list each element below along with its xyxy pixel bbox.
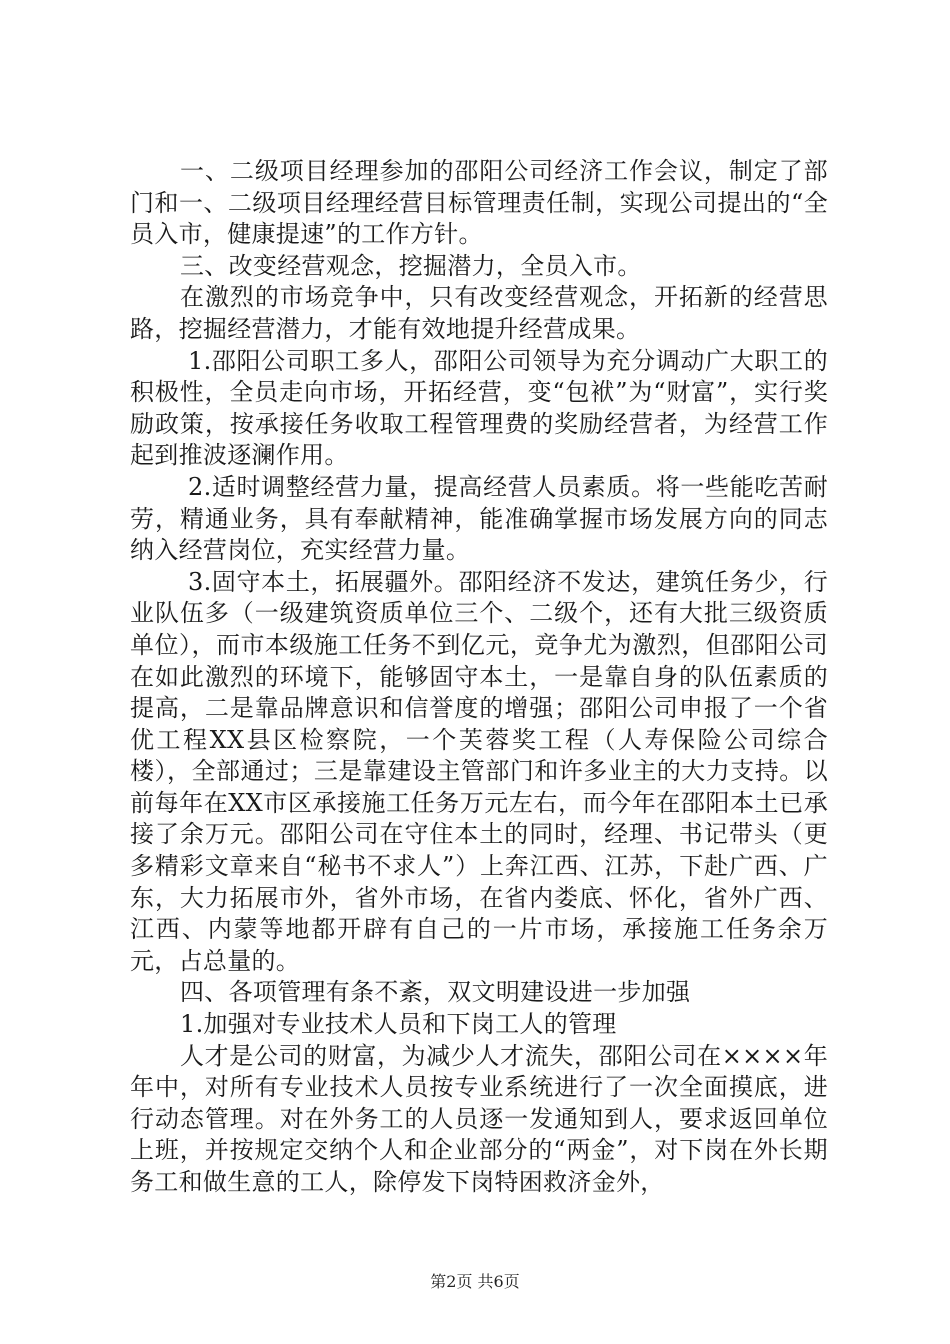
numbered-paragraph: 3.固守本土，拓展疆外。邵阳经济不发达，建筑任务少，行业队伍多（一级建筑资质单位三个、二级个，还有大批三级资质单位），而市本级施工任务不到亿元，竞争尤为激烈，但邵阳公司在如此激烈的环境下，能够固守本土，一是靠自身的队伍素质的提高，二是靠品牌意识和信誉度的增强；邵阳公司申报了一个省优工程XX县区检察院，一个芙蓉奖工程（人寿保险公司综合楼），全部通过；三是靠建设主管部门和许多业主的大力支持。以前每年在XX市区承接施工任务万元左右，而今年在邵阳本土已承接了余万元。邵阳公司在守住本土的同时，经理、书记带头（更多精彩文章来自“秘书不求人”）上奔江西、江苏，下赴广西、广东，大力拓展市外，省外市场，在省内娄底、怀化，省外广西、江西、内蒙等地都开辟有自己的一片市场，承接施工任务余万元，占总量的。: [130, 567, 828, 975]
numbered-paragraph: 2.适时调整经营力量，提高经营人员素质。将一些能吃苦耐劳，精通业务，具有奉献精神，能准确掌握市场发展方向的同志纳入经营岗位，充实经营力量。: [130, 472, 828, 565]
paragraph: 一、二级项目经理参加的邵阳公司经济工作会议，制定了部门和一、二级项目经理经营目标管理责任制，实现公司提出的“全员入市，健康提速”的工作方针。: [130, 157, 828, 249]
section-heading: 三、改变经营观念，挖掘潜力，全员入市。: [180, 251, 642, 280]
section-heading: 四、各项管理有条不紊，双文明建设进一步加强: [180, 978, 691, 1007]
paragraph: 人才是公司的财富，为减少人才流失，邵阳公司在××××年年中，对所有专业技术人员按专业系统进行了一次全面摸底，进行动态管理。对在外务工的人员逐一发通知到人，要求返回单位上班，并按规定交纳个人和企业部分的“两金”，对下岗在外长期务工和做生意的工人，除停发下岗特困救济金外，: [130, 1041, 828, 1196]
page-footer: 第2页 共6页: [430, 1272, 520, 1291]
document-body: [130, 156, 828, 1199]
paragraph: 在激烈的市场竞争中，只有改变经营观念，开拓新的经营思路，挖掘经营潜力，才能有效地提升经营成果。: [130, 283, 828, 343]
numbered-paragraph: 1.邵阳公司职工多人，邵阳公司领导为充分调动广大职工的积极性，全员走向市场，开拓经营，变“包袱”为“财富”，实行奖励政策，按承接任务收取工程管理费的奖励经营者，为经营工作起到推波逐澜作用。: [130, 346, 828, 470]
subsection-heading: 1.加强对专业技术人员和下岗工人的管理: [180, 1010, 617, 1039]
